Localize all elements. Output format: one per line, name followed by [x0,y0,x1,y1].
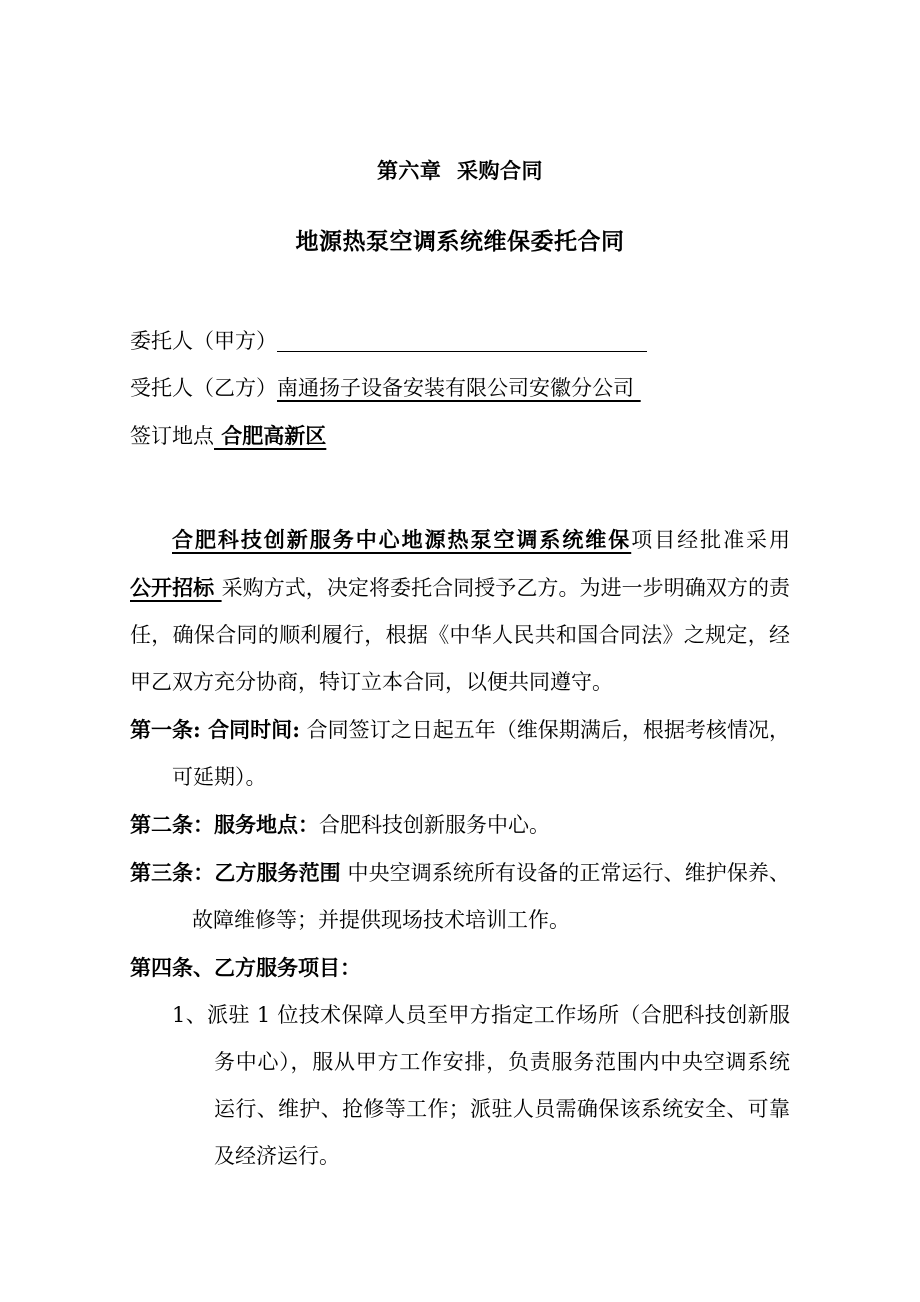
preamble-paragraph [130,516,790,706]
signing-place-value[interactable]: 合肥高新区 [214,423,327,448]
clause-1-number: 第一条: [130,717,201,742]
list-item-marker: 1、 [172,1003,208,1027]
clause-1-heading: 合同时间: [200,717,300,742]
entrusting-party-field[interactable] [277,329,647,352]
clause-article-1 [130,706,790,801]
signing-place-line [130,412,790,460]
party-block [130,253,790,460]
clause-4-number: 第四条、 [130,955,214,980]
contract-title: 地源热泵空调系统维保委托合同 [295,228,625,255]
clause-3-text: 中央空调系统所有设备的正常运行、维护保养、故障维修等；并提供现场技术培训工作。 [192,861,791,932]
clause-2-heading: 服务地点： [214,812,319,837]
entrusting-party-line [130,318,790,365]
procurement-method-text: 公开招标 [130,575,222,600]
list-item-text: 派驻 1 位技术保障人员至甲方指定工作场所（合肥科技创新服务中心），服从甲方工作安排，负责服务范围内中央空调系统运行、维护、抢修等工作；派驻人员需确保该系统安全、可靠及经济运行。 [207,1003,790,1168]
clause-1-text: 合同签订之日起五年（维保期满后，根据考核情况，可延期）。 [172,718,790,789]
signing-place-label: 签订地点 [130,424,214,448]
entrusting-party-label: 委托人（甲方） [130,329,277,353]
clause-article-3 [130,849,790,944]
trustee-party-value[interactable]: 南通扬子设备安装有限公司安徽分公司 [277,376,641,400]
clause-4-heading: 乙方服务项目： [214,955,361,980]
preamble-segment-after-method: 采购方式，决定将委托合同授予乙方。为进一步明确双方的责任，确保合同的顺利履行，根据《中华人民共和国合同法》之规定，经甲乙双方充分协商，特订立本合同，以便共同遵守。 [130,576,791,694]
preamble-segment-after-project: 项目经批准采用 [631,528,791,552]
project-name-text: 合肥科技创新服务中心地源热泵空调系统维保 [172,527,632,552]
trustee-party-line [130,365,790,412]
page-title: 第六章 采购合同 [376,158,544,183]
clause-3-heading: 乙方服务范围 [214,860,341,885]
clause-2-text: 合肥科技创新服务中心。 [319,813,550,837]
trustee-party-label: 受托人（乙方） [130,376,277,400]
contract-body [130,460,790,1180]
clause-article-4 [130,944,790,992]
clause-article-2 [130,801,790,849]
clause-2-number: 第二条： [130,812,214,837]
clause-3-number: 第三条： [130,860,215,885]
list-item [130,992,790,1180]
